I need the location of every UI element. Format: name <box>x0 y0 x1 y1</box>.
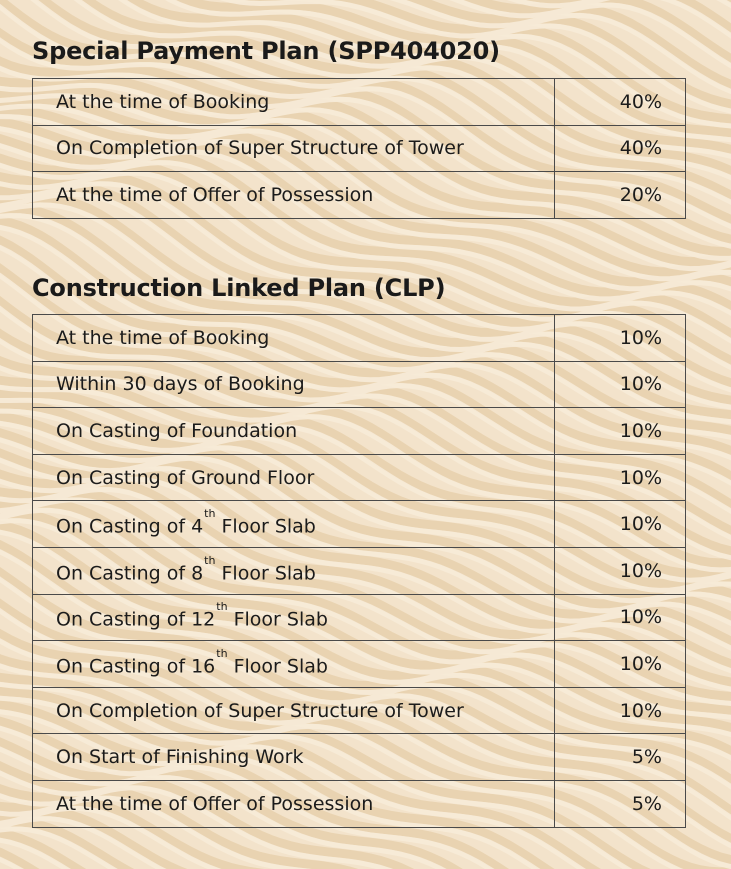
stage-text: On Casting of 16 <box>56 655 216 678</box>
table-row <box>33 125 686 172</box>
stage-text: On Casting of 4 <box>56 515 204 538</box>
stage-text: On Casting of 12 <box>56 608 216 631</box>
percent-cell: 10% <box>555 641 686 688</box>
stage-text: Floor Slab <box>215 515 316 538</box>
table-row <box>33 501 686 548</box>
spp-table <box>32 78 686 219</box>
percent-cell: 10% <box>555 547 686 594</box>
stage-text: Floor Slab <box>215 561 316 584</box>
stage-cell: On Casting of Ground Floor <box>33 454 555 501</box>
percent-cell: 5% <box>555 780 686 827</box>
clp-title: Construction Linked Plan (CLP) <box>32 274 446 302</box>
percent-cell: 10% <box>555 687 686 734</box>
stage-text: Floor Slab <box>227 608 328 631</box>
percent-cell: 10% <box>555 315 686 362</box>
table-row <box>33 734 686 781</box>
percent-cell: 40% <box>555 79 686 126</box>
ordinal-suffix: th <box>204 507 216 520</box>
table-row <box>33 641 686 688</box>
percent-cell: 5% <box>555 734 686 781</box>
table-row <box>33 594 686 641</box>
stage-text: Floor Slab <box>227 655 328 678</box>
percent-cell: 10% <box>555 361 686 408</box>
table-row <box>33 79 686 126</box>
stage-cell: At the time of Booking <box>33 315 555 362</box>
stage-cell: On Completion of Super Structure of Tower <box>33 125 555 172</box>
stage-cell <box>33 547 555 594</box>
stage-cell: On Completion of Super Structure of Tower <box>33 687 555 734</box>
percent-cell: 10% <box>555 501 686 548</box>
table-row <box>33 687 686 734</box>
table-row <box>33 315 686 362</box>
stage-cell <box>33 501 555 548</box>
ordinal-suffix: th <box>216 646 228 660</box>
table-row <box>33 172 686 219</box>
stage-cell: At the time of Booking <box>33 79 555 126</box>
table-row <box>33 454 686 501</box>
ordinal-suffix: th <box>204 553 216 567</box>
table-row <box>33 408 686 455</box>
percent-cell: 10% <box>555 594 686 641</box>
table-row <box>33 547 686 594</box>
ordinal-suffix: th <box>216 600 228 614</box>
stage-cell <box>33 641 555 688</box>
stage-cell <box>33 594 555 641</box>
percent-cell: 20% <box>555 172 686 219</box>
table-row <box>33 780 686 827</box>
stage-cell: On Casting of Foundation <box>33 408 555 455</box>
table-row <box>33 361 686 408</box>
stage-cell: Within 30 days of Booking <box>33 361 555 408</box>
stage-text: On Casting of 8 <box>56 561 204 584</box>
percent-cell: 40% <box>555 125 686 172</box>
stage-cell: At the time of Offer of Possession <box>33 172 555 219</box>
percent-cell: 10% <box>555 408 686 455</box>
clp-table <box>32 314 686 828</box>
percent-cell: 10% <box>555 454 686 501</box>
stage-cell: At the time of Offer of Possession <box>33 780 555 827</box>
stage-cell: On Start of Finishing Work <box>33 734 555 781</box>
spp-title: Special Payment Plan (SPP404020) <box>32 37 500 65</box>
